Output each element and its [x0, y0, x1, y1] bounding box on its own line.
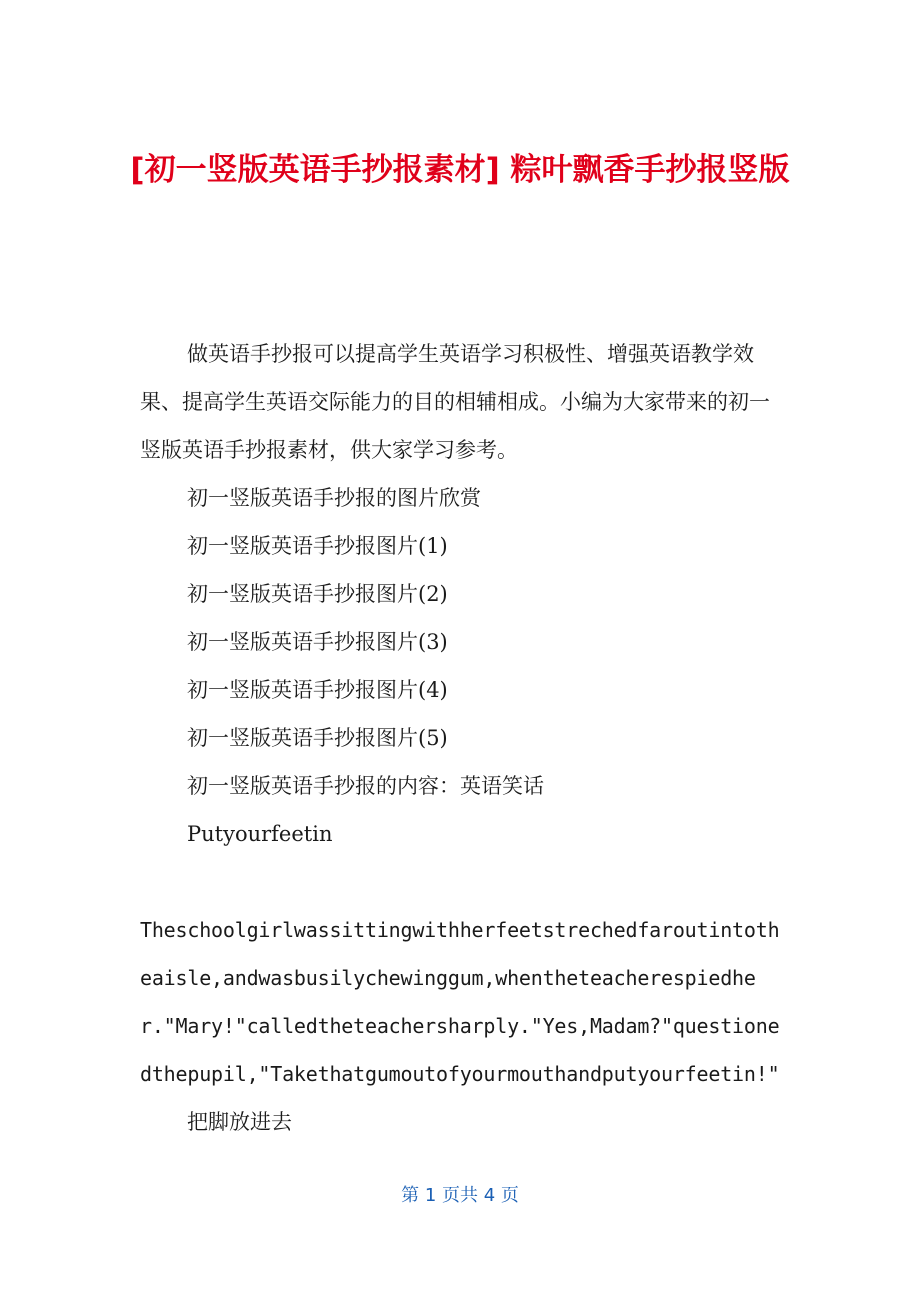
page-number-footer: 第 1 页共 4 页 [401, 1185, 519, 1206]
intro-paragraph: 做英语手抄报可以提高学生英语学习积极性、增强英语教学效果、提高学生英语交际能力的目的相辅相成。小编为大家带来的初一竖版英语手抄报素材，供大家学习参考。 [140, 342, 770, 462]
document-title: [初一竖版英语手抄报素材] 粽叶飘香手抄报竖版 [130, 152, 790, 188]
line-picture-heading: 初一竖版英语手抄报的图片欣赏 [187, 486, 481, 510]
joke-story: Theschoolgirlwassittingwithherfeetstrechedfaroutintotheaisle,andwasbusilychewinggum,whentheteacherespiedher."Mary!"calledtheteachersharply."Yes,Madam?"questionedthepupil,"Takethatgumoutofyourmouthandputyourfeetin!" [140, 918, 780, 1086]
spacer [140, 858, 780, 906]
joke-title: Putyourfeetin [187, 822, 333, 846]
document-body [140, 330, 780, 1146]
translation-heading: 把脚放进去 [187, 1110, 292, 1134]
line-picture-5: 初一竖版英语手抄报图片(5) [187, 726, 448, 750]
line-picture-4: 初一竖版英语手抄报图片(4) [187, 678, 448, 702]
line-picture-2: 初一竖版英语手抄报图片(2) [187, 582, 448, 606]
line-picture-1: 初一竖版英语手抄报图片(1) [187, 534, 448, 558]
line-picture-3: 初一竖版英语手抄报图片(3) [187, 630, 448, 654]
line-content-heading: 初一竖版英语手抄报的内容：英语笑话 [187, 774, 544, 798]
